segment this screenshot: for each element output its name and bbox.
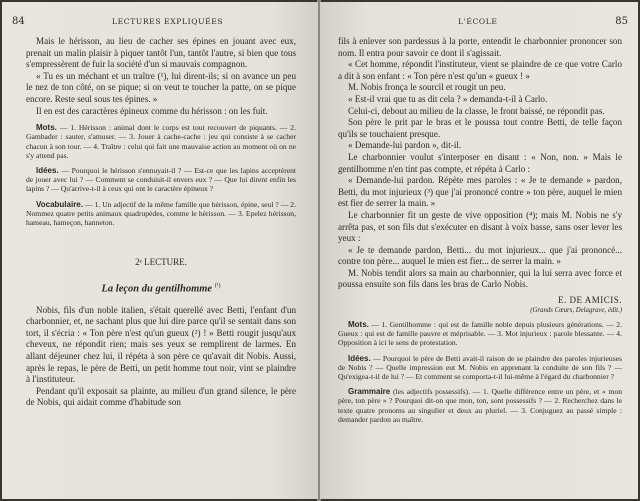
note-text: — Pourquoi le hérisson s'ennuyait-il ? — Est-ce que les lapins acceptèrent de jouer avec lui ? — Comment se conduisit-il envers eux ? — Que lui dirent enfin les lapins ? — Qu'arrive-t-il à ceux qui ont le caractère épineux ?	[26, 165, 296, 194]
author: E. DE AMICIS.	[557, 295, 622, 306]
paragraph: M. Nobis fronça le sourcil et rougit un peu.	[348, 82, 506, 93]
note-label: Mots.	[348, 320, 369, 330]
note-idees	[338, 354, 622, 382]
left-page-number: 84	[12, 16, 25, 27]
paragraph: Nobis, fils d'un noble italien, s'était querellé avec Betti, l'enfant d'un charbonnier, et, ne sachant plus que lui dire parce qu'il se sentait dans son tort, il s'écria : « Ton père n'est qu'un gueux (²) ! » Betti rougit jusqu'aux cheveux, ne répondit rien; mais ses yeux se remplirent de larmes. En allant déjeuner chez lui, il répéta à son père ce qu'avait dit Nobis. Aussi, après le repas, le père de Betti, un petit homme tout noir, vint se plaindre à l'instituteur.	[26, 304, 296, 385]
paragraph: « Cet homme, répondit l'instituteur, vient se plaindre de ce que votre Carlo a dit à son enfant : « Ton père n'est qu'un « gueux ! »	[338, 59, 622, 81]
left-page-header	[12, 16, 308, 30]
left-page	[2, 2, 318, 499]
note-label: Idées.	[348, 353, 371, 363]
paragraph: Le charbonnier voulut s'interposer en disant : « Non, non. » Mais le gentilhomme n'en tint pas compte, et répéta à Carlo :	[338, 151, 622, 174]
note-mots	[26, 123, 296, 160]
note-label: Grammaire	[348, 387, 391, 397]
note-grammaire	[338, 387, 622, 424]
note-text: (les adjectifs possessifs). — 1. Quelle différence entre un père, et « mon père, ton père » ? Pourquoi dit-on que mon, ton, sont possessifs ? — 2. Recherchez dans le texte quatre pronoms au singulier et deux au pluriel. — 3. Conjuguez au passé simple : demander pardon au maître.	[338, 387, 623, 424]
paragraph: « Tu es un méchant et un traître (¹), lui dirent-ils; si on avance un peu le nez de ton côté, on se pique; si on veut te toucher la patte, on se pique encore. Reste seul sous tes épines. »	[26, 70, 296, 104]
note-idees	[26, 166, 296, 194]
lesson-title-text: La leçon du gentilhomme	[101, 283, 213, 295]
paragraph: Celui-ci, debout au milieu de la classe, le front baissé, ne répondit pas.	[348, 105, 605, 116]
right-page-number: 85	[615, 16, 628, 27]
paragraph: Il en est des caractères épineux comme du hérisson : on les fuit.	[36, 105, 268, 116]
lecture-number: 2ᵉ LECTURE.	[135, 257, 187, 268]
source-citation: (Grands Cœurs, Delagrave, édit.)	[530, 307, 622, 315]
note-text: — 1. Hérisson : animal dont le corps est tout recouvert de piquants. — 2. Gambader : sauter, s'amuser. — 3. Jouer à cache-cache : jeu qui consiste à se cacher chacun à son tour. — 4. Traître : celui qui fait une mauvaise action au moment où on ne s'y attend pas.	[26, 123, 297, 160]
right-page	[320, 2, 638, 499]
paragraph: M. Nobis tendit alors sa main au charbonnier, qui la lui serra avec force et poussa ensuite son fils dans les bras de Carlo Nobis.	[338, 267, 622, 290]
note-label: Mots.	[36, 123, 57, 133]
note-mots	[338, 320, 622, 348]
right-running-title: L'ÉCOLE	[458, 17, 498, 26]
right-page-header	[330, 16, 628, 30]
paragraph: « Demande-lui pardon. Répète mes paroles : « Je te demande » pardon, Betti, du mot injurieux (³) que j'ai prononcé contre » ton père, auquel le mien est fier de serrer la main. »	[338, 175, 622, 209]
right-page-body	[338, 36, 622, 424]
note-vocabulaire	[26, 200, 296, 228]
left-page-body	[26, 36, 296, 409]
paragraph: « Demande-lui pardon », dit-il.	[348, 140, 462, 151]
note-text: — Pourquoi le père de Betti avait-il raison de se plaindre des paroles injurieuses de Nobis ? — Quelle impression eut M. Nobis en apprenant la conduite de son fils ? — Qu'exigea-t-il de lui ? — Et comment se comporta-t-il lui-même à l'égard du charbonnier ?	[338, 353, 622, 382]
left-running-title: LECTURES EXPLIQUÉES	[112, 17, 224, 26]
paragraph: Pendant qu'il exposait sa plainte, au milieu d'un grand silence, le père de Nobis, qui aidait comme d'habitude son	[26, 385, 296, 408]
paragraph: Son père le prit par le bras et le poussa tout contre Betti, de telle façon qu'ils se touchaient presque.	[338, 117, 622, 139]
lesson-title	[26, 283, 296, 295]
lesson-title-note: (¹)	[214, 283, 221, 290]
note-label: Idées.	[36, 165, 59, 175]
paragraph: « Je te demande pardon, Betti... du mot injurieux... que j'ai prononcé... contre ton père... auquel le mien est fier... de serrer la main. »	[338, 244, 622, 267]
note-text: — 1. Gentilhomme : qui est de famille noble depuis plusieurs générations. — 2. Gueux : qui est de famille pauvre et méprisable. — 3. Mot injurieux : parole blessante. — 4. Opposition à ici le sens de protestation.	[338, 320, 622, 348]
paragraph: Le charbonnier fit un geste de vive opposition (⁴); mais M. Nobis ne s'y arrêta pas, et son fils dut s'exécuter en disant à voix basse, sans oser lever les yeux :	[338, 209, 622, 244]
paragraph: fils à enlever son pardessus à la porte, entendit le charbonnier prononcer son nom. Il entra pour savoir ce dont il s'agissait.	[338, 36, 622, 58]
note-label: Vocabulaire.	[36, 199, 83, 209]
paragraph: Mais le hérisson, au lieu de cacher ses épines en jouant avec eux, prenait un malin plaisir à piquer tantôt l'un, tantôt l'autre, si bien que tous s'empressèrent de fuir la société d'un si mauvais compagnon.	[26, 36, 296, 70]
paragraph: « Est-il vrai que tu as dit cela ? » demanda-t-il à Carlo.	[348, 93, 548, 104]
note-text: — 1. Un adjectif de la même famille que hérisson, épine, seul ? — 2. Nommez quatre petits animaux quadrupèdes, comme le hérisson. — 3. Epelez hérisson, hameau, hameçon, hanneton.	[26, 199, 297, 227]
